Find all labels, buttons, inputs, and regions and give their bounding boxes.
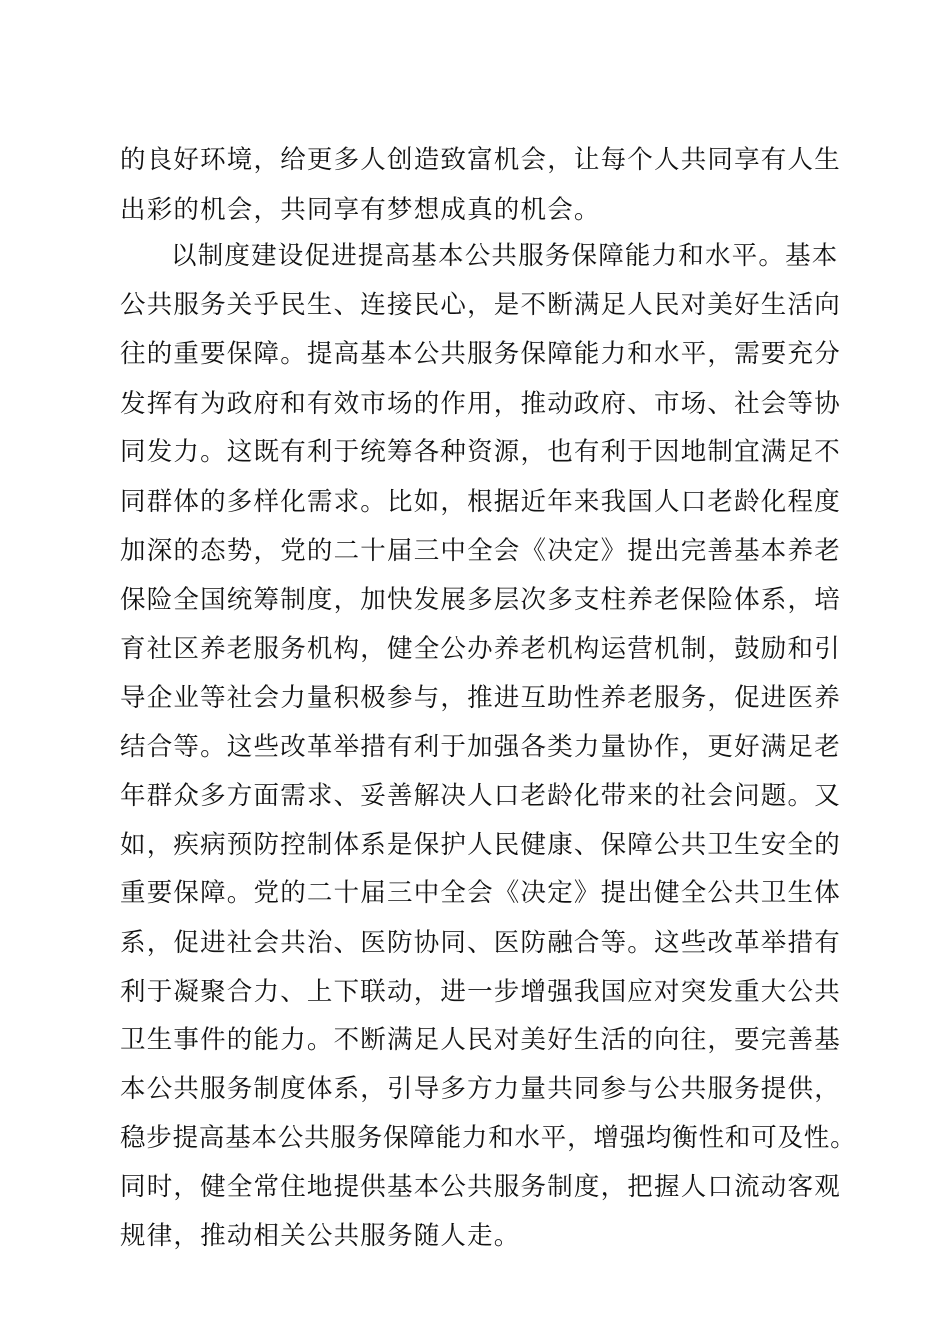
text-line: 重要保障。党的二十届三中全会《决定》提出健全公共卫生体 [120, 878, 841, 908]
text-line: 同发力。这既有利于统筹各种资源，也有利于因地制宜满足不 [120, 437, 841, 467]
text-line: 加深的态势，党的二十届三中全会《决定》提出完善基本养老 [120, 536, 841, 566]
text-line: 卫生事件的能力。不断满足人民对美好生活的向往，要完善基 [120, 1025, 841, 1055]
text-line: 年群众多方面需求、妥善解决人口老龄化带来的社会问题。又 [120, 781, 841, 811]
text-line: 的良好环境，给更多人创造致富机会，让每个人共同享有人生 [120, 145, 841, 175]
text-line: 往的重要保障。提高基本公共服务保障能力和水平，需要充分 [120, 339, 841, 369]
text-line: 公共服务关乎民生、连接民心，是不断满足人民对美好生活向 [120, 290, 841, 320]
text-line: 导企业等社会力量积极参与，推进互助性养老服务，促进医养 [120, 683, 841, 713]
text-line: 保险全国统筹制度，加快发展多层次多支柱养老保险体系，培 [120, 585, 841, 615]
text-line: 发挥有为政府和有效市场的作用，推动政府、市场、社会等协 [120, 389, 841, 419]
text-line: 本公共服务制度体系，引导多方力量共同参与公共服务提供， [120, 1074, 841, 1104]
text-line: 同群体的多样化需求。比如，根据近年来我国人口老龄化程度 [120, 487, 841, 517]
paragraph-start-line: 以制度建设促进提高基本公共服务保障能力和水平。基本 [171, 241, 839, 271]
text-line: 规律，推动相关公共服务随人走。 [120, 1221, 521, 1251]
text-line: 同时，健全常住地提供基本公共服务制度，把握人口流动客观 [120, 1172, 841, 1202]
text-line: 系，促进社会共治、医防协同、医防融合等。这些改革举措有 [120, 928, 841, 958]
text-line: 育社区养老服务机构，健全公办养老机构运营机制，鼓励和引 [120, 634, 841, 664]
text-line: 稳步提高基本公共服务保障能力和水平，增强均衡性和可及性。 [120, 1123, 857, 1153]
text-line: 出彩的机会，共同享有梦想成真的机会。 [120, 195, 601, 225]
text-line: 结合等。这些改革举措有利于加强各类力量协作，更好满足老 [120, 732, 841, 762]
text-line: 如，疾病预防控制体系是保护人民健康、保障公共卫生安全的 [120, 830, 841, 860]
text-line: 利于凝聚合力、上下联动，进一步增强我国应对突发重大公共 [120, 977, 841, 1007]
